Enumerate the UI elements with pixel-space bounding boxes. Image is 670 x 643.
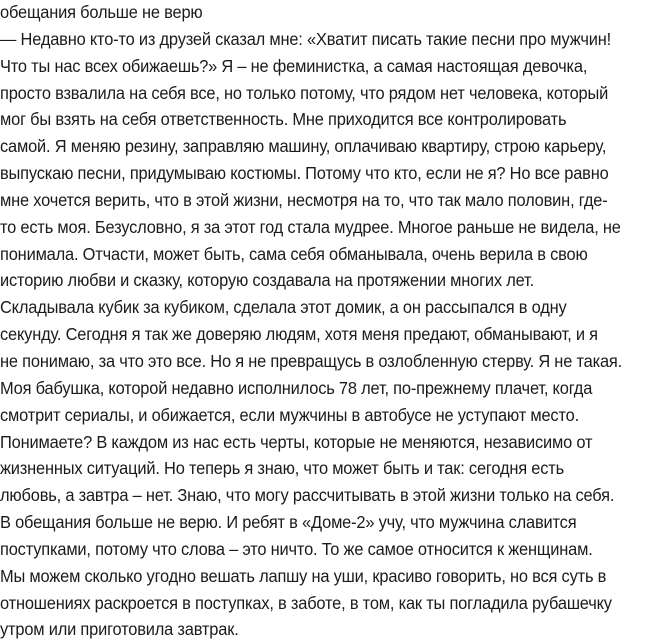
text-line: историю любви и сказку, которую создавала на протяжении многих лет.	[0, 270, 534, 291]
text-line: просто взвалила на себя все, но только потому, что рядом нет человека, который	[0, 82, 609, 103]
text-line: жизненных ситуаций. Но теперь я знаю, что может быть и так: сегодня есть	[0, 458, 564, 479]
text-line: Понимаете? В каждом из нас есть черты, которые не меняются, независимо от	[0, 431, 593, 452]
text-line: утром или приготовила завтрак.	[0, 619, 239, 640]
text-line: Складывала кубик за кубиком, сделала этот домик, а он рассыпался в одну	[0, 297, 567, 318]
text-line: любовь, а завтра – нет. Знаю, что могу рассчитывать в этой жизни только на себя.	[0, 485, 615, 506]
text-line: отношениях раскроется в поступках, в заботе, в том, как ты погладила рубашечку	[0, 592, 612, 613]
text-line: понимала. Отчасти, может быть, сама себя обманывала, очень верила в свою	[0, 243, 588, 264]
text-line: мог бы взять на себя ответственность. Мне приходится все контролировать	[0, 109, 567, 130]
text-line: не понимаю, за что это все. Но я не превращусь в озлобленную стерву. Я не такая.	[0, 350, 623, 371]
text-line: смотрит сериалы, и обижается, если мужчины в автобусе не уступают место.	[0, 404, 579, 425]
text-line: Мы можем сколько угодно вешать лапшу на уши, красиво говорить, но вся суть в	[0, 565, 607, 586]
text-line: — Недавно кто-то из друзей сказал мне: «Хватит писать такие песни про мужчин!	[0, 28, 612, 49]
text-line: мне хочется верить, что в этой жизни, несмотря на то, что так мало половин, где-	[0, 189, 608, 210]
text-line: самой. Я меняю резину, заправляю машину, оплачиваю квартиру, строю карьеру,	[0, 136, 607, 157]
text-line: обещания больше не верю	[0, 2, 203, 22]
text-line: то есть моя. Безусловно, я за этот год стала мудрее. Многое раньше не видела, не	[0, 216, 621, 237]
text-line: Моя бабушка, которой недавно исполнилось 78 лет, по-прежнему плачет, когда	[0, 377, 593, 398]
text-line: секунду. Сегодня я так же доверяю людям, хотя меня предают, обманывают, и я	[0, 324, 598, 345]
text-line: В обещания больше не верю. И ребят в «Доме-2» учу, что мужчина славится	[0, 512, 577, 533]
text-line: Что ты нас всех обижаешь?» Я – не феминистка, а самая настоящая девочка,	[0, 55, 588, 76]
text-line: выпускаю песни, придумываю костюмы. Потому что кто, если не я? Но все равно	[0, 163, 609, 184]
text-line: поступками, потому что слова – это ничто. То же самое относится к женщинам.	[0, 538, 593, 559]
